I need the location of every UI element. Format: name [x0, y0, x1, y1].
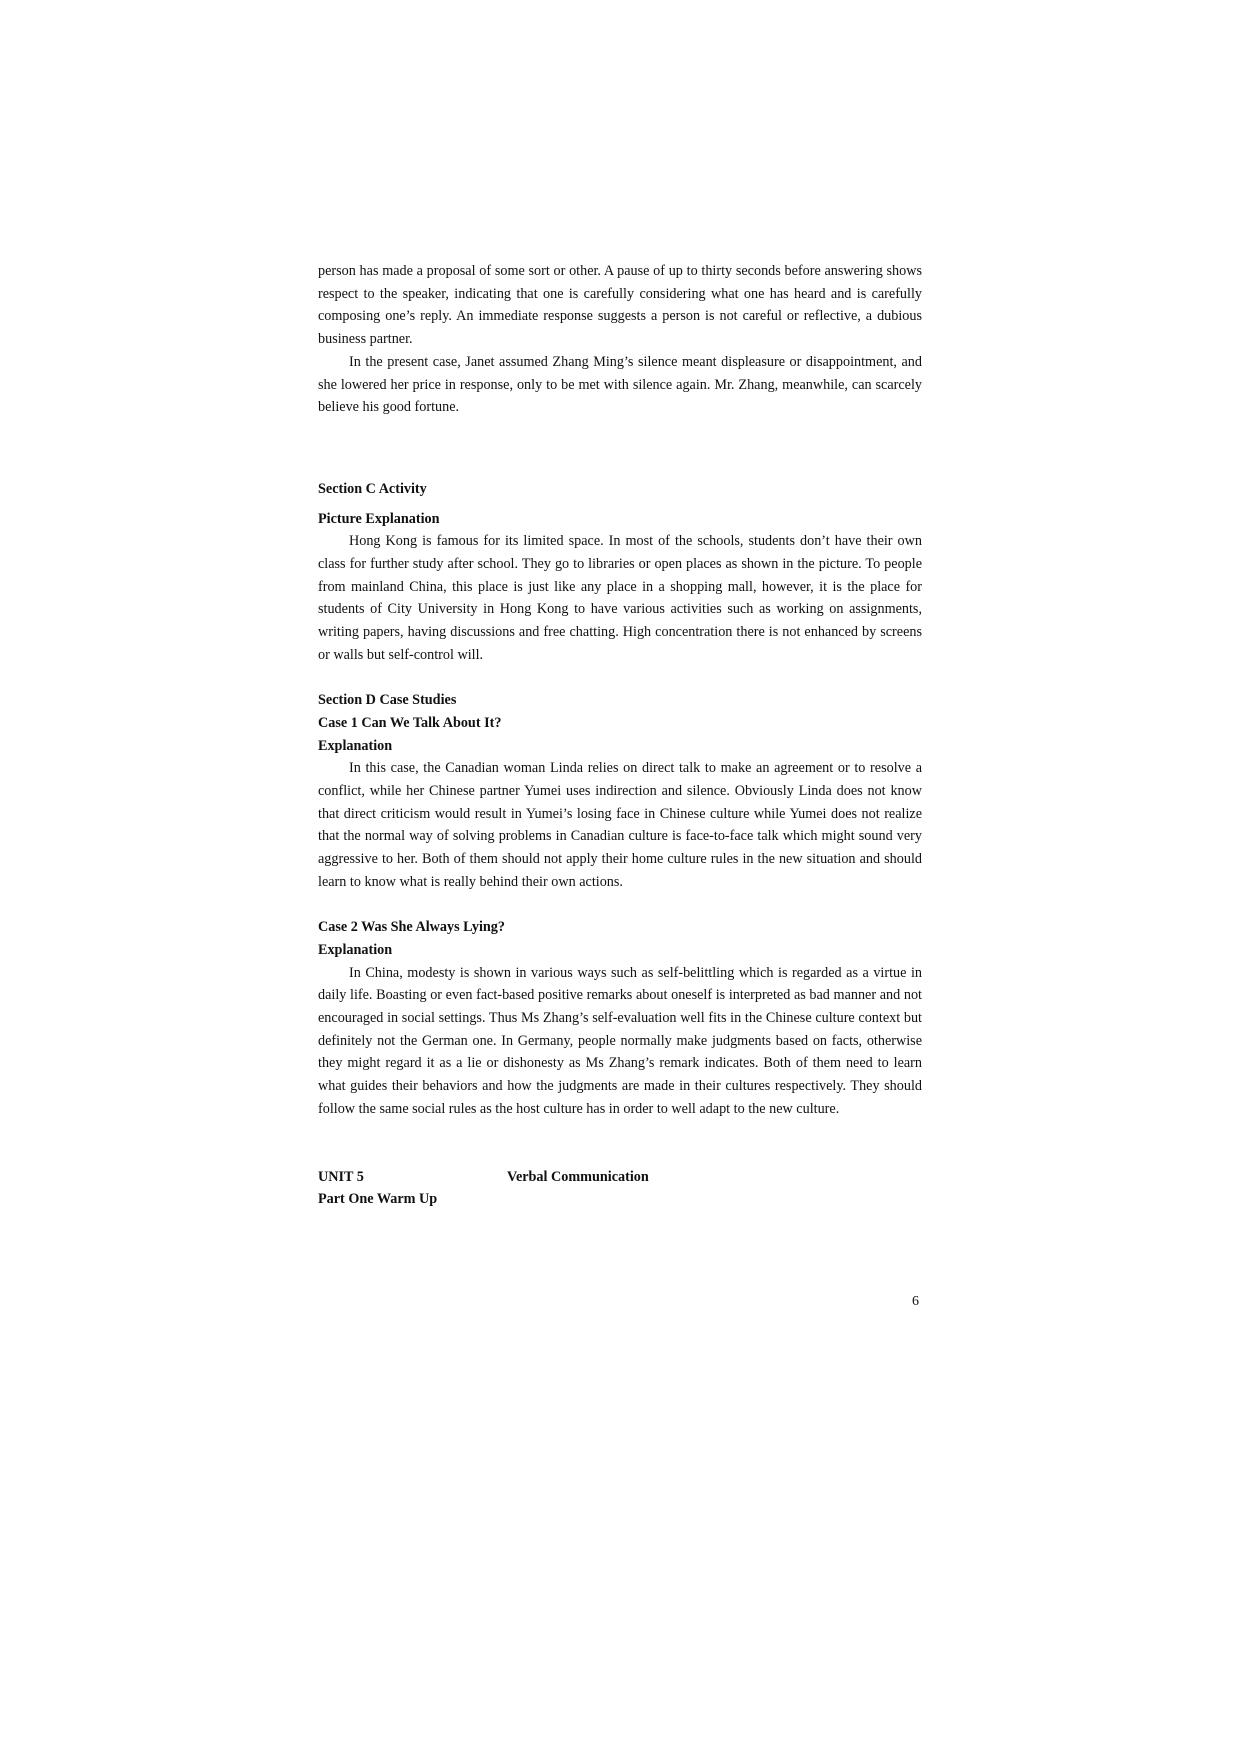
- intro-paragraph-1: person has made a proposal of some sort or other. A pause of up to thirty seconds before answering shows respect to the speaker, indicating that one is carefully considering what one has heard and is carefully composing one’s reply. An immediate response suggests a person is not careful or reflective, a dubious business partner.: [318, 263, 922, 348]
- spacer: [318, 501, 922, 508]
- case-2-explanation-label: Explanation: [318, 941, 393, 958]
- section-c-heading: Section C Activity: [318, 480, 427, 497]
- section-d-heading: Section D Case Studies: [318, 692, 457, 709]
- part-heading: Part One Warm Up: [318, 1191, 438, 1208]
- case-1-body: In this case, the Canadian woman Linda relies on direct talk to make an agreement or to resolve a conflict, while her Chinese partner Yumei uses indirection and silence. Obviously Linda does not know that direct criticism would result in Yumei’s losing face in Chinese culture while Yumei does not realize that the normal way of solving problems in Canadian culture is face-to-face talk which might sound very aggressive to her. Both of them should not apply their home culture rules in the new situation and should learn to know what is really behind their own actions.: [318, 760, 922, 890]
- spacer: [318, 894, 922, 917]
- section-c-subheading: Picture Explanation: [318, 510, 440, 527]
- section-c-body: Hong Kong is famous for its limited space. In most of the schools, students don’t have their own class for further study after school. They go to libraries or open places as shown in the picture. To people from mainland China, this place is just like any place in a shopping mall, however, it is the place for students of City University in Hong Kong to have various activities such as working on assignments, writing papers, having discussions and free chatting. High concentration there is not enhanced by screens or walls but self-control will.: [318, 533, 922, 663]
- case-2-title: Case 2 Was She Always Lying?: [318, 919, 505, 936]
- case-2-body: In China, modesty is shown in various ways such as self-belittling which is regarded as a virtue in daily life. Boasting or even fact-based positive remarks about oneself is interpreted as bad manner and not encouraged in social settings. Thus Ms Zhang’s self-evaluation well fits in the Chinese culture context but definitely not the German one. In Germany, people normally make judgments based on facts, otherwise they might regard it as a lie or dishonesty as Ms Zhang’s remark indicates. Both of them need to learn what guides their behaviors and how the judgments are made in their cultures respectively. They should follow the same social rules as the host culture has in order to well adapt to the new culture.: [318, 964, 922, 1117]
- spacer: [318, 1121, 922, 1166]
- page-number: 6: [912, 1294, 919, 1309]
- unit-label: UNIT 5: [318, 1168, 364, 1185]
- spacer: [318, 419, 922, 478]
- case-1-explanation-label: Explanation: [318, 737, 393, 754]
- case-1-title: Case 1 Can We Talk About It?: [318, 714, 502, 731]
- unit-title: Verbal Communication: [507, 1168, 649, 1185]
- page-content: [318, 260, 922, 1211]
- intro-paragraph-2: In the present case, Janet assumed Zhang Ming’s silence meant displeasure or disappointment, and she lowered her price in response, only to be met with silence again. Mr. Zhang, meanwhile, can scarcely believe his good fortune.: [318, 353, 922, 416]
- spacer: [318, 667, 922, 690]
- unit-heading-row: [318, 1166, 922, 1189]
